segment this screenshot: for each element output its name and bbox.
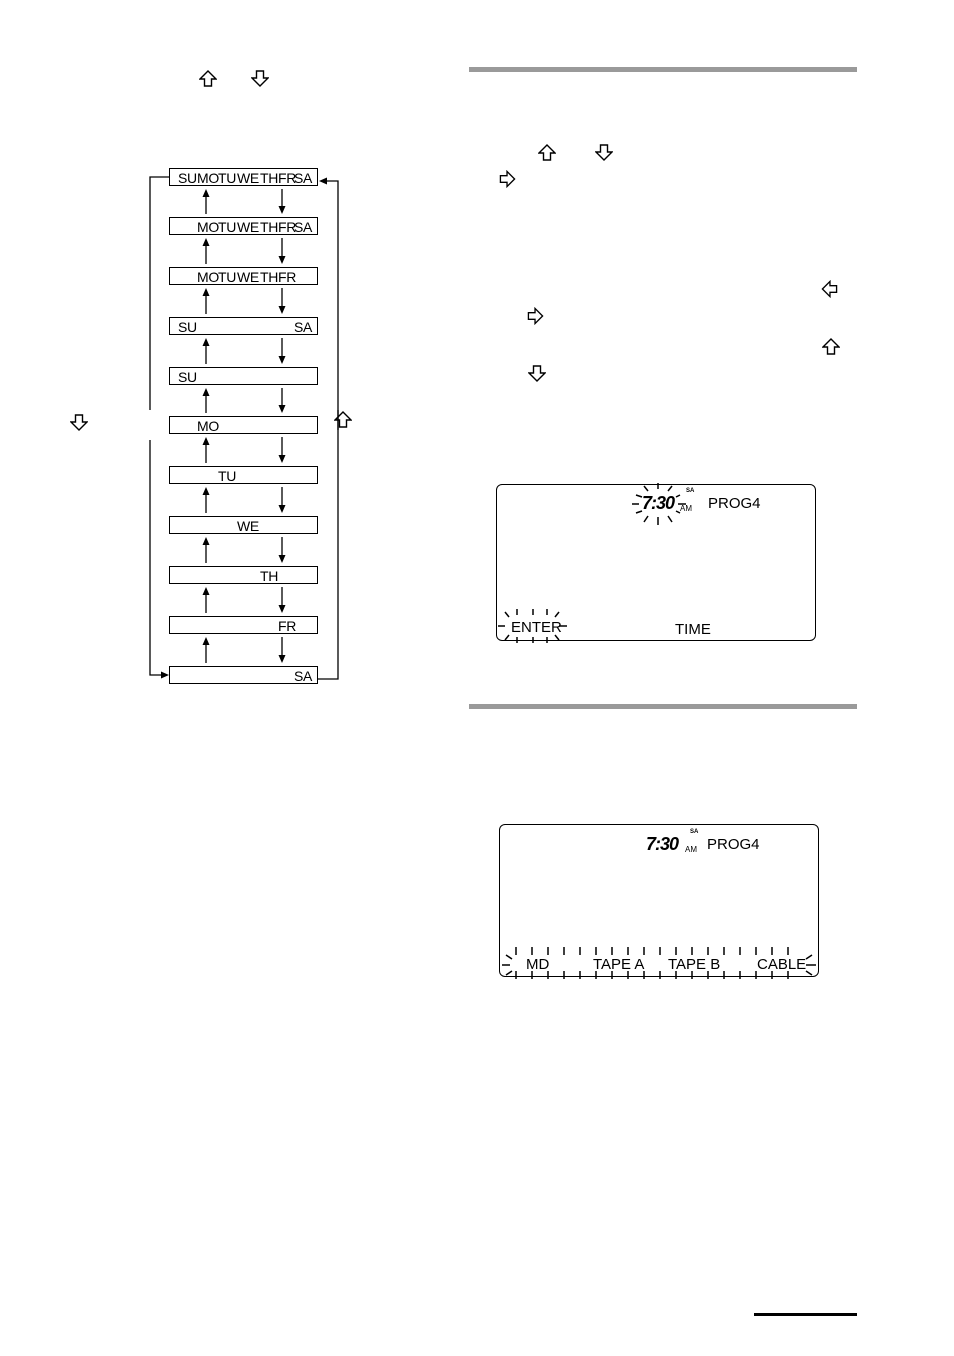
day-pattern-box [169,416,318,434]
day-label: FR [278,170,297,186]
am-indicator: AM [685,845,697,854]
source-md: MD [526,956,550,973]
source-tape-a: TAPE A [593,956,645,973]
day-pattern-box [169,267,318,285]
day-label: TU [218,269,237,285]
day-pattern-box [169,466,318,484]
blink-ray [506,971,512,975]
day-label: TH [260,269,279,285]
blink-ray [806,955,812,959]
section-rule [469,704,857,709]
day-label: SU [178,170,197,186]
day-pattern-box [169,566,318,584]
day-label: SA [294,219,313,235]
day-indicator: SA [690,829,699,835]
day-pattern-box [169,516,318,534]
flow-up-arrowhead [203,189,210,197]
day-label: TH [260,568,279,584]
day-label: FR [278,618,297,634]
day-label: MO [197,269,219,285]
day-label: SU [178,369,197,385]
clock-readout: 7:30 [642,493,675,513]
flow-down-arrowhead [279,655,286,663]
flow-down-arrowhead [279,605,286,613]
program-label: PROG4 [708,495,761,512]
flow-up-arrowhead [203,437,210,445]
enter-label: ENTER [511,619,562,636]
flow-down-arrowhead [279,405,286,413]
footer-rule [754,1313,857,1316]
day-pattern-box [169,168,318,186]
day-pattern-box [169,217,318,235]
flow-up-arrowhead [203,537,210,545]
day-label: SA [294,319,313,335]
program-label: PROG4 [707,836,760,853]
day-label: MO [197,219,219,235]
day-label: SA [294,668,313,684]
lcd-display-source-select [499,824,819,977]
up-arrow-icon [822,338,840,355]
day-label: WE [237,518,259,534]
day-label: WE [237,219,259,235]
day-label: FR [278,269,297,285]
flow-up-arrowhead [203,587,210,595]
flow-down-arrowhead [279,206,286,214]
day-label: SA [294,170,313,186]
flow-up-arrowhead [203,338,210,346]
section-rule [469,67,857,72]
source-tape-b: TAPE B [668,956,721,973]
day-label: TH [260,170,279,186]
flow-down-arrowhead [279,256,286,264]
day-label: TU [218,468,237,484]
mode-label: TIME [675,621,711,638]
clock-readout: 7:30 [646,834,679,854]
flow-up-arrowhead [203,637,210,645]
day-label: TU [218,219,237,235]
flow-down-arrowhead [279,455,286,463]
flow-down-arrowhead [279,356,286,364]
left-arrow-icon [821,280,838,298]
am-indicator: AM [680,504,692,513]
day-label: WE [237,170,259,186]
flow-down-arrowhead [279,555,286,563]
day-pattern-box [169,616,318,634]
day-label: WE [237,269,259,285]
day-label: MO [197,418,219,434]
up-arrow-icon [538,144,556,161]
flow-up-arrowhead [203,487,210,495]
flow-up-arrowhead [203,288,210,296]
day-indicator: SA [686,488,695,494]
day-label: TH [260,219,279,235]
source-cable: CABLE [757,956,807,973]
right-arrow-icon [499,170,516,188]
down-arrow-icon [528,365,546,382]
day-label: TU [218,170,237,186]
day-pattern-box [169,317,318,335]
right-arrow-icon [527,307,544,325]
flow-up-arrowhead [203,238,210,246]
flow-up-arrowhead [203,388,210,396]
lcd-display-time-setting [496,484,816,641]
day-label: FR [278,219,297,235]
day-label: MO [197,170,219,186]
down-arrow-icon [595,144,613,161]
day-label: SU [178,319,197,335]
day-pattern-box [169,666,318,684]
flow-down-arrowhead [279,306,286,314]
blink-ray [806,971,812,975]
blink-ray [506,955,512,959]
day-pattern-box [169,367,318,385]
flow-down-arrowhead [279,505,286,513]
